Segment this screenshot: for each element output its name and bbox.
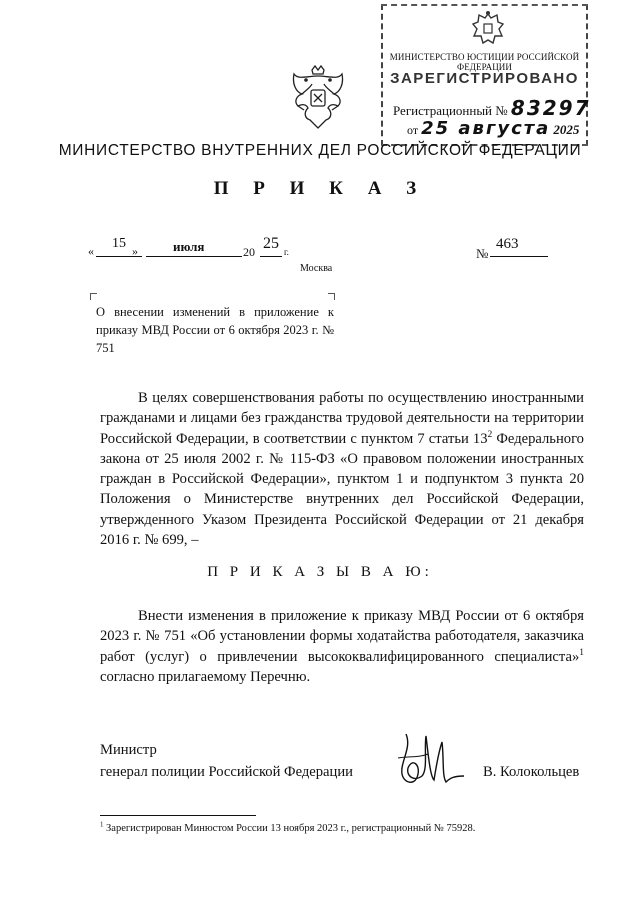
registration-stamp [381, 4, 591, 146]
date-year-prefix: 20 [243, 245, 255, 259]
signatory-name: В. Колокольцев [483, 764, 580, 780]
stamp-ministry: МИНИСТЕРСТВО ЮСТИЦИИ РОССИЙСКОЙ ФЕДЕРАЦИИ [389, 52, 580, 72]
date-day-underline [96, 256, 142, 257]
stamp-registered: ЗАРЕГИСТРИРОВАНО [390, 70, 579, 87]
stamp-date-handwritten: 25 августа [421, 118, 551, 139]
date-close-quote: » [132, 244, 138, 258]
date-day: 15 [112, 236, 126, 251]
footnote-mark: 1 [100, 821, 104, 829]
directive-text-part1: Внести изменения в приложение к приказу МВД России от 6 октября 2023 г. № 751 «Об установлении формы ходатайства работодателя, заказчика работ (услуг) о привлечении высококвалифицированного специалиста» [100, 608, 584, 665]
footnote-text: Зарегистрирован Минюстом России 13 ноября 2023 г., регистрационный № 75928. [103, 823, 476, 834]
date-open-quote: « [88, 244, 94, 258]
preamble-superscript: 2 [487, 429, 493, 440]
order-number: 463 [496, 236, 519, 252]
preamble-paragraph [100, 388, 584, 550]
double-headed-eagle-emblem-icon [288, 64, 348, 130]
stamp-date-prefix: от [407, 123, 419, 137]
stamp-emblem-icon [471, 10, 505, 48]
order-subject: О внесении изменений в приложение к приказу МВД России от 6 октября 2023 г. № 751 [96, 305, 334, 355]
handwritten-signature [394, 728, 474, 798]
directive-text-part2: согласно прилагаемому Перечню. [100, 668, 311, 685]
directive-footnote-mark: 1 [579, 647, 584, 658]
signatory-position-line1: Министр [100, 742, 157, 758]
stamp-reg-label: Регистрационный № [393, 103, 508, 118]
subject-bracket-right [328, 293, 335, 300]
order-word: П Р И К А З Ы В А Ю: [207, 564, 433, 580]
date-year-underline [260, 256, 282, 257]
order-number-underline [490, 256, 548, 257]
stamp-date-year: 2025 [553, 122, 580, 137]
date-month-underline [146, 256, 242, 257]
city: Москва [300, 263, 333, 274]
document-type-title: П Р И К А З [213, 178, 427, 199]
subject-bracket-left [90, 293, 97, 300]
preamble-text-part1: В целях совершенствования работы по осуществлению иностранными гражданами и лицами без гражданства трудовой деятельности на территории Российской Федерации, в соответствии с пунктом 7 статьи 13 [100, 390, 584, 447]
footnote [100, 823, 475, 834]
footnote-rule [100, 815, 256, 816]
preamble-text-part2: Федерального закона от 25 июля 2002 г. № 115-ФЗ «О правовом положении иностранных граждан в Российской Федерации», пунктом 1 и подпунктом 3 пункта 20 Положения о Министерстве внутренних дел Российской Федерации, утвержденного Указом Президента Российской Федерации от 21 декабря 2016 г. № 699, – [100, 430, 584, 549]
date-year-abbr: г. [284, 247, 289, 257]
signatory-position-line2: генерал полиции Российской Федерации [100, 764, 353, 780]
stamp-registration-number [393, 96, 591, 120]
directive-paragraph [100, 606, 584, 687]
date-year-suffix: 25 [263, 235, 279, 252]
ministry-heading: МИНИСТЕРСТВО ВНУТРЕННИХ ДЕЛ РОССИЙСКОЙ ФЕДЕРАЦИИ [58, 142, 582, 159]
order-number-label: № [476, 246, 489, 261]
date-month: июля [173, 239, 205, 254]
stamp-reg-number: 83297 [510, 96, 591, 120]
stamp-date [407, 118, 579, 139]
